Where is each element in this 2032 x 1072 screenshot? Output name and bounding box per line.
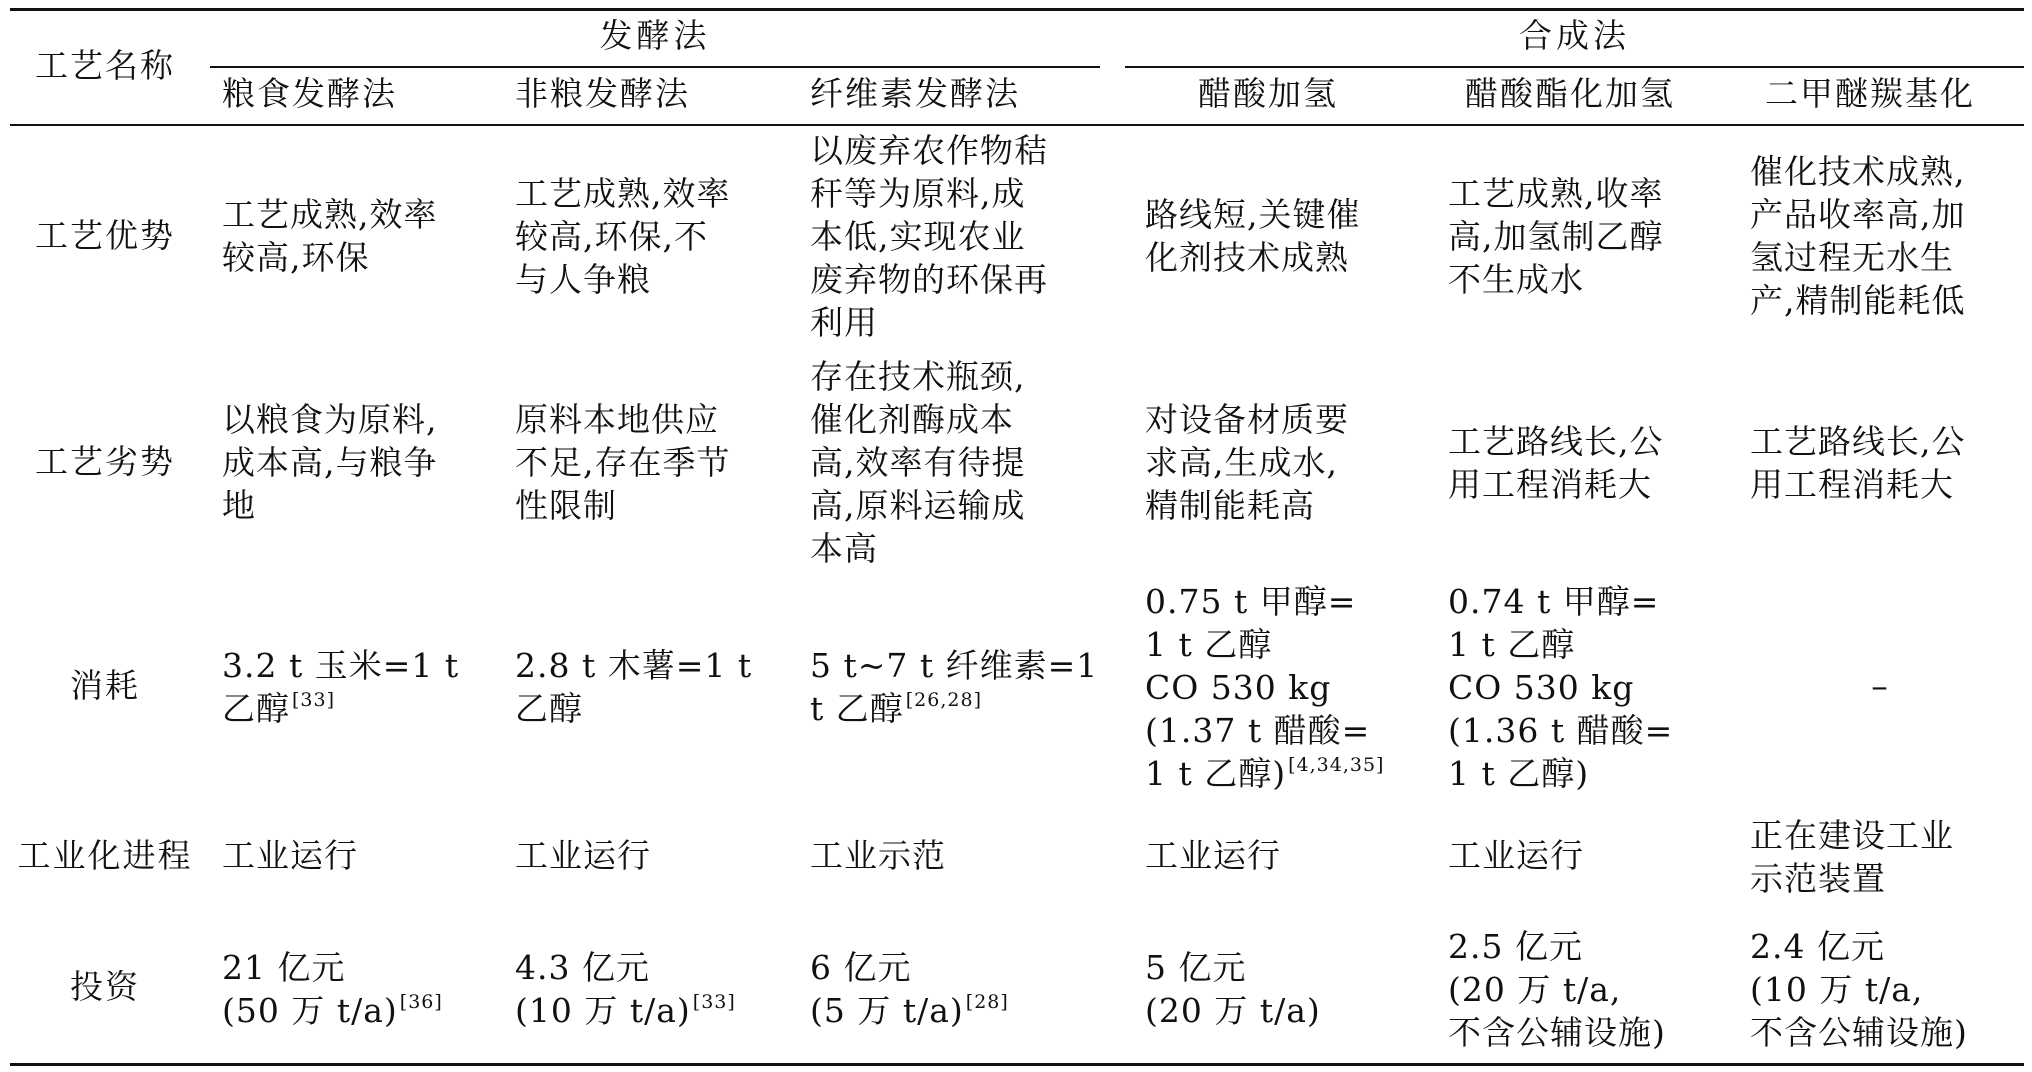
cell-disadvantage-dme: 工艺路线长,公 用工程消耗大 (1750, 422, 1966, 504)
cell-disadvantage-acetic: 对设备材质要 求高,生成水, 精制能耗高 (1145, 400, 1349, 525)
col-header-grain: 粮食发酵法 (222, 74, 397, 113)
cell-consumption-grain (222, 644, 459, 730)
cell-consumption-ester: 0.74 t 甲醇= 1 t 乙醇 CO 530 kg (1.36 t 醋酸= 1 t 乙醇) (1448, 582, 1674, 793)
consumption-acetic-text: 0.75 t 甲醇= 1 t 乙醇 CO 530 kg (1.37 t 醋酸= 1 t 乙醇) (1145, 582, 1371, 793)
cell-consumption-cellulose (810, 644, 1098, 730)
cell-investment-cellulose (810, 946, 1009, 1032)
cell-advantage-dme: 催化技术成熟, 产品收率高,加 氢过程无水生 产,精制能耗低 (1750, 152, 1966, 320)
cell-consumption-dme: – (1871, 666, 1889, 705)
cell-industrialization-grain: 工业运行 (222, 836, 358, 875)
cell-industrialization-dme: 正在建设工业 示范装置 (1750, 816, 1954, 898)
investment-grain-text: 21 亿元 (50 万 t/a) (222, 948, 398, 1030)
cell-industrialization-acetic: 工业运行 (1145, 836, 1281, 875)
col-header-nongrain: 非粮发酵法 (515, 74, 690, 113)
cell-investment-ester: 2.5 亿元 (20 万 t/a, 不含公辅设施) (1448, 927, 1666, 1052)
cell-investment-acetic: 5 亿元 (20 万 t/a) (1145, 948, 1321, 1030)
cell-advantage-grain: 工艺成熟,效率 较高,环保 (222, 195, 438, 277)
consumption-cellulose-text: 5 t~7 t 纤维素=1 t 乙醇 (810, 646, 1099, 728)
cell-consumption-nongrain: 2.8 t 木薯=1 t 乙醇 (515, 646, 753, 728)
cell-advantage-acetic: 路线短,关键催 化剂技术成熟 (1145, 195, 1361, 277)
group-header-fermentation: 发酵法 (599, 16, 711, 55)
investment-nongrain-text: 4.3 亿元 (10 万 t/a) (515, 948, 691, 1030)
cell-disadvantage-cellulose: 存在技术瓶颈, 催化剂酶成本 高,效率有待提 高,原料运输成 本高 (810, 357, 1026, 568)
row-label-consumption: 消耗 (70, 666, 140, 705)
cell-disadvantage-grain: 以粮食为原料, 成本高,与粮争 地 (222, 400, 438, 525)
cell-disadvantage-nongrain: 原料本地供应 不足,存在季节 性限制 (515, 400, 731, 525)
corner-header: 工艺名称 (35, 46, 175, 85)
group-header-synthesis: 合成法 (1519, 16, 1630, 55)
cell-advantage-nongrain: 工艺成熟,效率 较高,环保,不 与人争粮 (515, 174, 731, 299)
group-rule-fermentation (210, 66, 1100, 68)
citation-ref: [33] (292, 689, 336, 711)
col-header-cellulose: 纤维素发酵法 (810, 74, 1020, 113)
citation-ref: [36] (399, 991, 443, 1013)
top-rule (10, 8, 2024, 11)
cell-industrialization-nongrain: 工业运行 (515, 836, 651, 875)
cell-industrialization-ester: 工业运行 (1448, 836, 1584, 875)
investment-cellulose-text: 6 亿元 (5 万 t/a) (810, 948, 964, 1030)
bottom-rule (10, 1063, 2024, 1066)
citation-ref: [28] (965, 991, 1009, 1013)
citation-ref: [33] (692, 991, 736, 1013)
cell-investment-grain (222, 946, 443, 1032)
cell-consumption-acetic (1145, 580, 1384, 795)
col-header-ester-hydrogenation: 醋酸酯化加氢 (1465, 74, 1675, 113)
col-header-acetic-hydrogenation: 醋酸加氢 (1198, 74, 1338, 113)
cell-advantage-ester: 工艺成熟,收率 高,加氢制乙醇 不生成水 (1448, 174, 1664, 299)
cell-investment-dme: 2.4 亿元 (10 万 t/a, 不含公辅设施) (1750, 927, 1968, 1052)
citation-ref: [4,34,35] (1288, 754, 1385, 776)
consumption-grain-text: 3.2 t 玉米=1 t 乙醇 (222, 646, 460, 728)
group-rule-synthesis (1125, 66, 2024, 68)
row-label-advantage: 工艺优势 (35, 216, 175, 255)
cell-advantage-cellulose: 以废弃农作物秸 秆等为原料,成 本低,实现农业 废弃物的环保再 利用 (810, 131, 1048, 342)
citation-ref: [26,28] (905, 689, 982, 711)
cell-industrialization-cellulose: 工业示范 (810, 836, 946, 875)
row-label-industrialization: 工业化进程 (17, 836, 193, 875)
col-header-dme-carbonylation: 二甲醚羰基化 (1765, 74, 1975, 113)
cell-investment-nongrain (515, 946, 736, 1032)
row-label-investment: 投资 (70, 967, 140, 1006)
row-label-disadvantage: 工艺劣势 (35, 442, 175, 481)
cell-disadvantage-ester: 工艺路线长,公 用工程消耗大 (1448, 422, 1664, 504)
header-rule (10, 124, 2024, 126)
